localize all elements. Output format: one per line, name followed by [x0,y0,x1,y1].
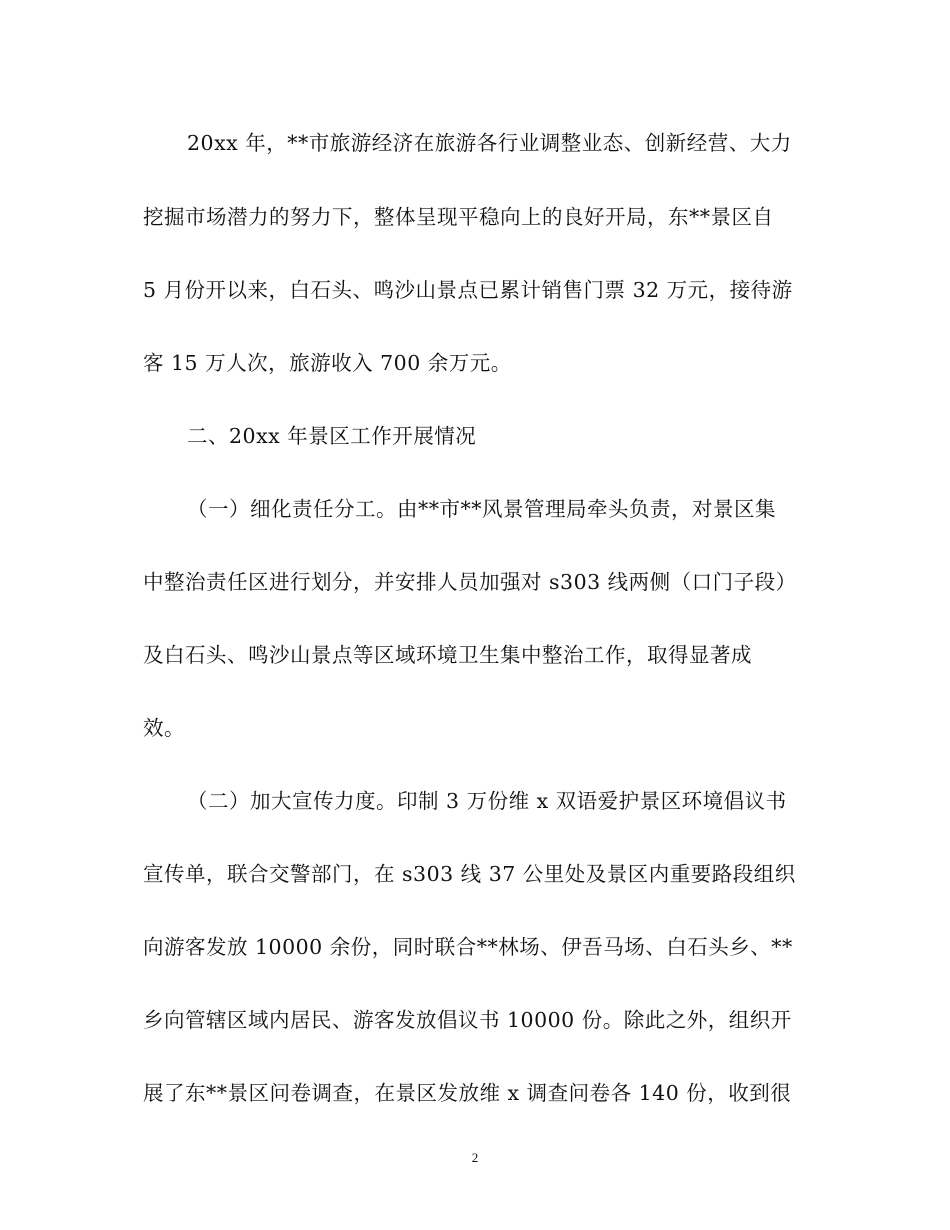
paragraph-4-line-3: 向游客发放 10000 余份，同时联合**林场、伊吾马场、白石头乡、** [143,935,793,959]
section-heading: 二、20xx 年景区工作开展情况 [187,424,477,448]
paragraph-3-line-3: 及白石头、鸣沙山景点等区域环境卫生集中整治工作，取得显著成 [143,643,752,667]
paragraph-1-line-4: 客 15 万人次，旅游收入 700 余万元。 [143,351,512,375]
paragraph-4-line-2: 宣传单，联合交警部门，在 s303 线 37 公里处及景区内重要路段组织 [143,862,796,886]
paragraph-4-line-5: 展了东**景区问卷调查，在景区发放维 x 调查问卷各 140 份，收到很 [143,1081,792,1105]
paragraph-3-line-1: （一）细化责任分工。由**市**风景管理局牵头负责，对景区集 [187,497,776,521]
paragraph-1-line-2: 挖掘市场潜力的努力下，整体呈现平稳向上的良好开局，东**景区自 [143,205,774,229]
page-number: 2 [471,1150,479,1165]
paragraph-3-line-4: 效。 [143,716,185,740]
paragraph-1-line-3: 5 月份开以来，白石头、鸣沙山景点已累计销售门票 32 万元，接待游 [143,278,793,302]
paragraph-4-line-4: 乡向管辖区域内居民、游客发放倡议书 10000 份。除此之外，组织开 [143,1008,792,1032]
paragraph-4-line-1: （二）加大宣传力度。印制 3 万份维 x 双语爱护景区环境倡议书 [187,789,787,813]
paragraph-1-line-1: 20xx 年，**市旅游经济在旅游各行业调整业态、创新经营、大力 [187,131,792,155]
paragraph-3-line-2: 中整治责任区进行划分，并安排人员加强对 s303 线两侧（口门子段） [143,570,797,594]
